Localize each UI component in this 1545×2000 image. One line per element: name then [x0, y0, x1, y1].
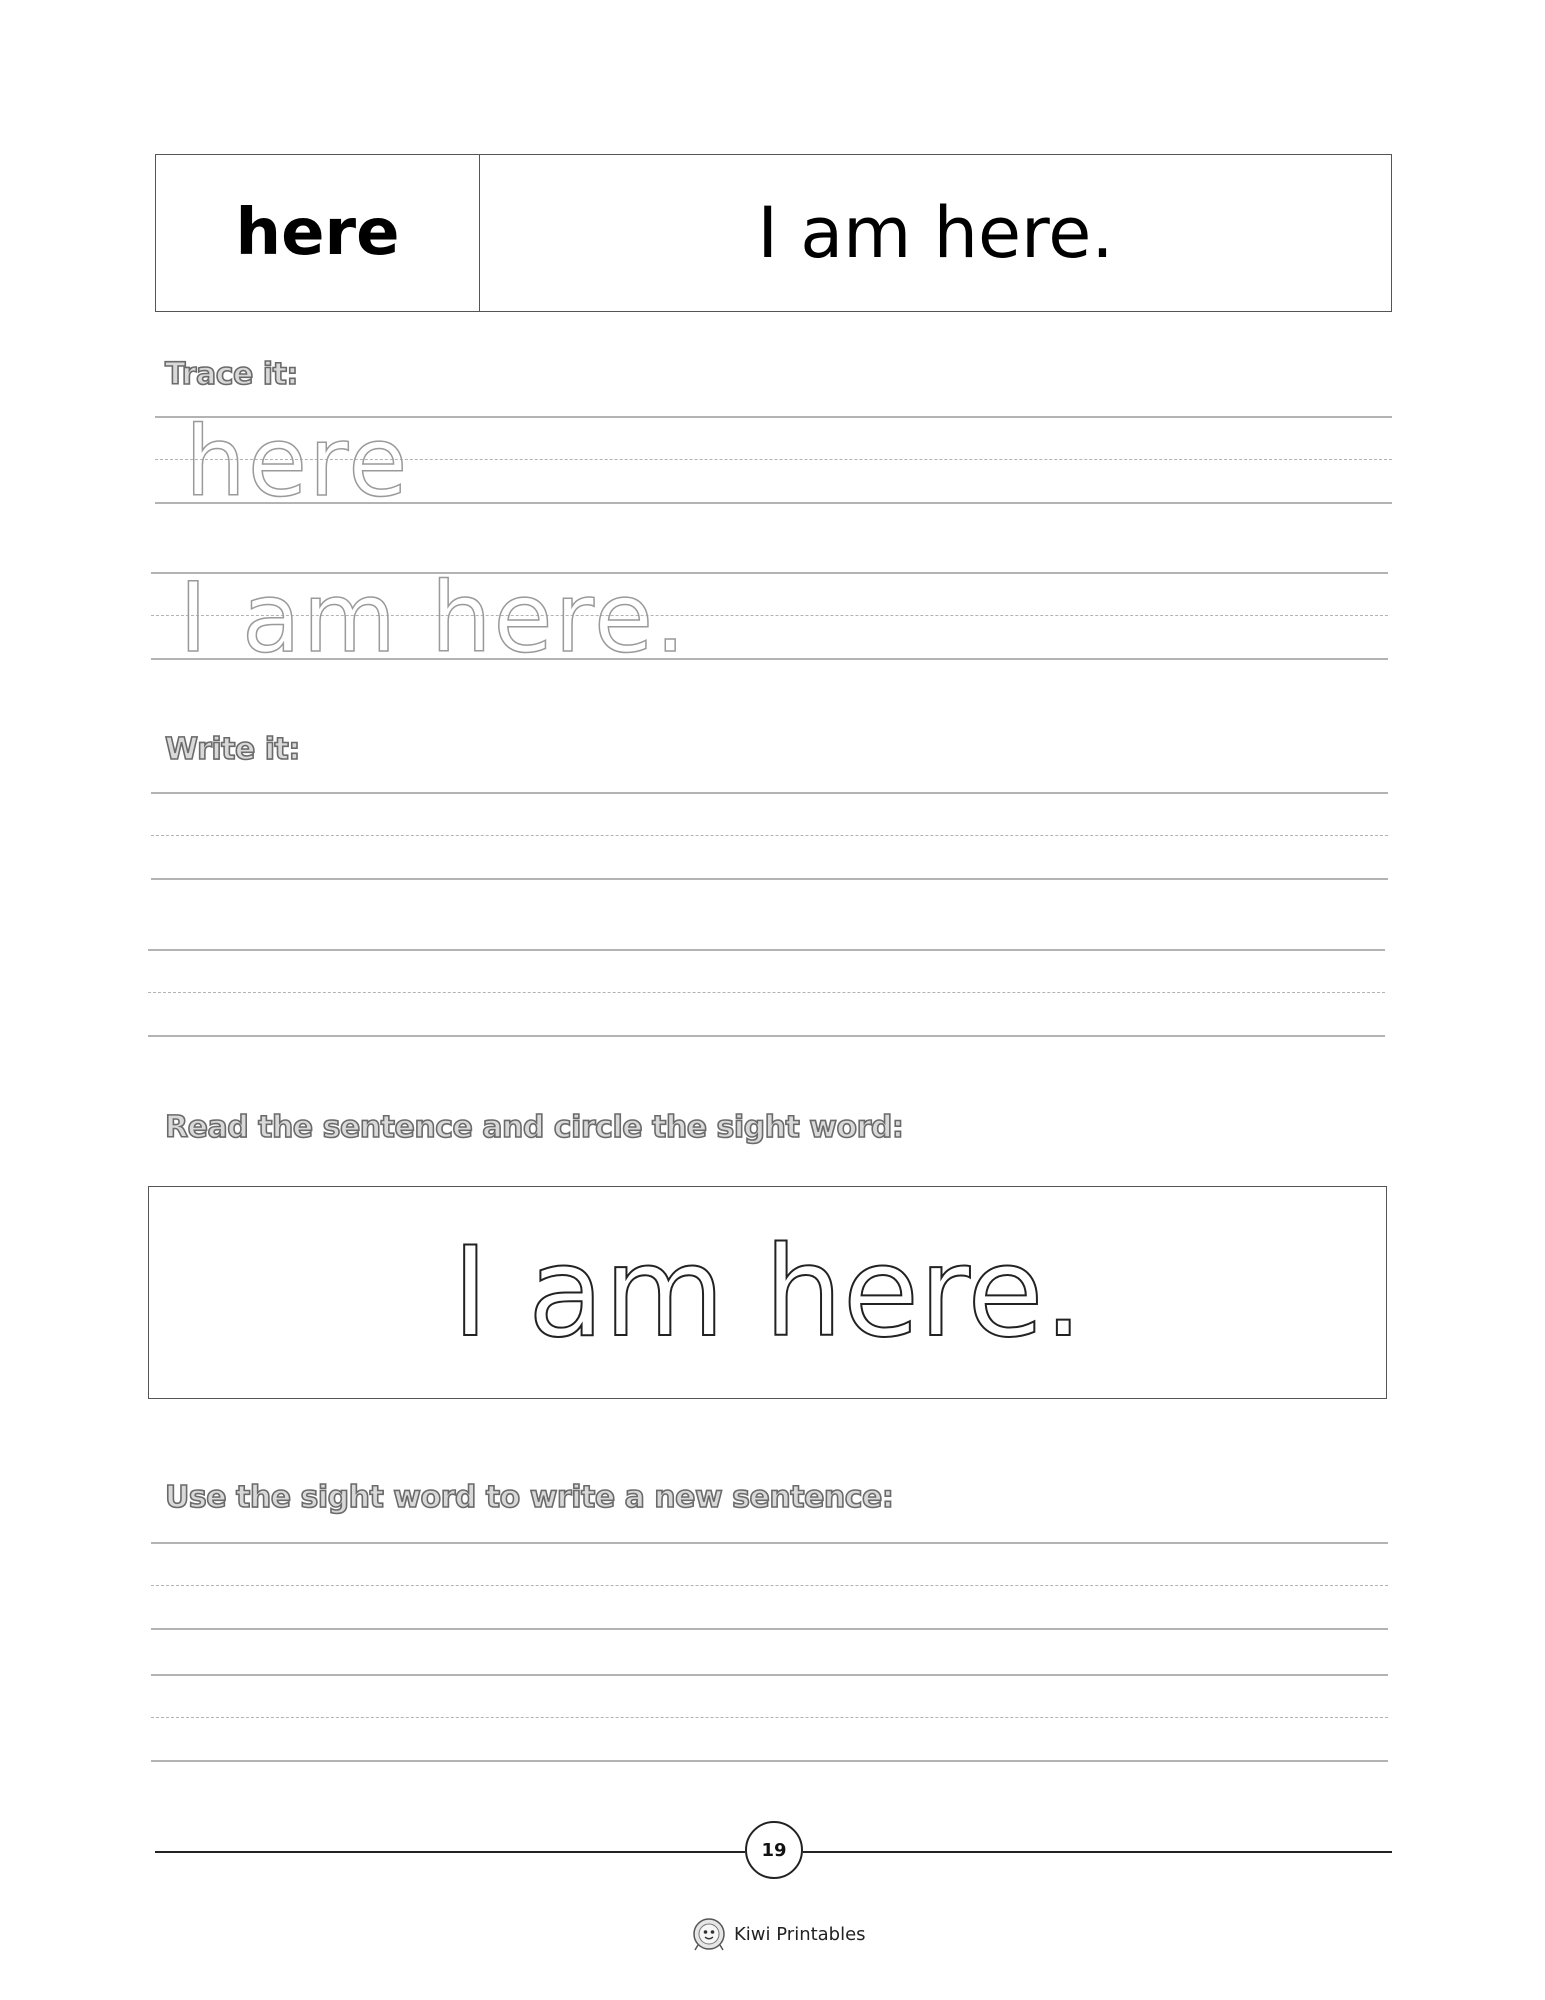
read-sentence[interactable]: I am here. [451, 1220, 1084, 1365]
mid-dashed-line [148, 992, 1385, 993]
top-line [151, 1542, 1388, 1544]
base-line [148, 1035, 1385, 1037]
footer-rule-right [803, 1851, 1392, 1853]
example-sentence: I am here. [757, 192, 1114, 274]
trace-sentence: I am here. [179, 562, 688, 674]
trace-label: Trace it: [165, 357, 298, 392]
trace-sentence-lines [151, 562, 1388, 674]
mid-dashed-line [151, 1585, 1388, 1586]
sight-word-header [155, 154, 1392, 312]
new-sentence-line-2[interactable] [151, 1674, 1388, 1762]
write-label: Write it: [165, 732, 300, 767]
trace-word-lines [155, 406, 1392, 518]
top-line [151, 1674, 1388, 1676]
sight-word: here [156, 155, 480, 311]
kiwi-mascot-icon [690, 1915, 728, 1953]
top-line [151, 792, 1388, 794]
new-sentence-line-1[interactable] [151, 1542, 1388, 1630]
base-line [151, 878, 1388, 880]
base-line [151, 1628, 1388, 1630]
new-sentence-label: Use the sight word to write a new sentence: [165, 1480, 894, 1515]
trace-word: here [185, 406, 410, 518]
read-sentence-box [148, 1186, 1387, 1399]
write-line-2[interactable] [148, 949, 1385, 1037]
write-line-1[interactable] [151, 792, 1388, 880]
footer-rule-left [155, 1851, 745, 1853]
mid-dashed-line [151, 1717, 1388, 1718]
base-line [151, 1760, 1388, 1762]
brand-name: Kiwi Printables [734, 1923, 866, 1945]
read-label: Read the sentence and circle the sight word: [165, 1110, 904, 1145]
top-line [148, 949, 1385, 951]
page-number: 19 [745, 1821, 803, 1879]
mid-dashed-line [151, 835, 1388, 836]
brand [690, 1915, 866, 1953]
